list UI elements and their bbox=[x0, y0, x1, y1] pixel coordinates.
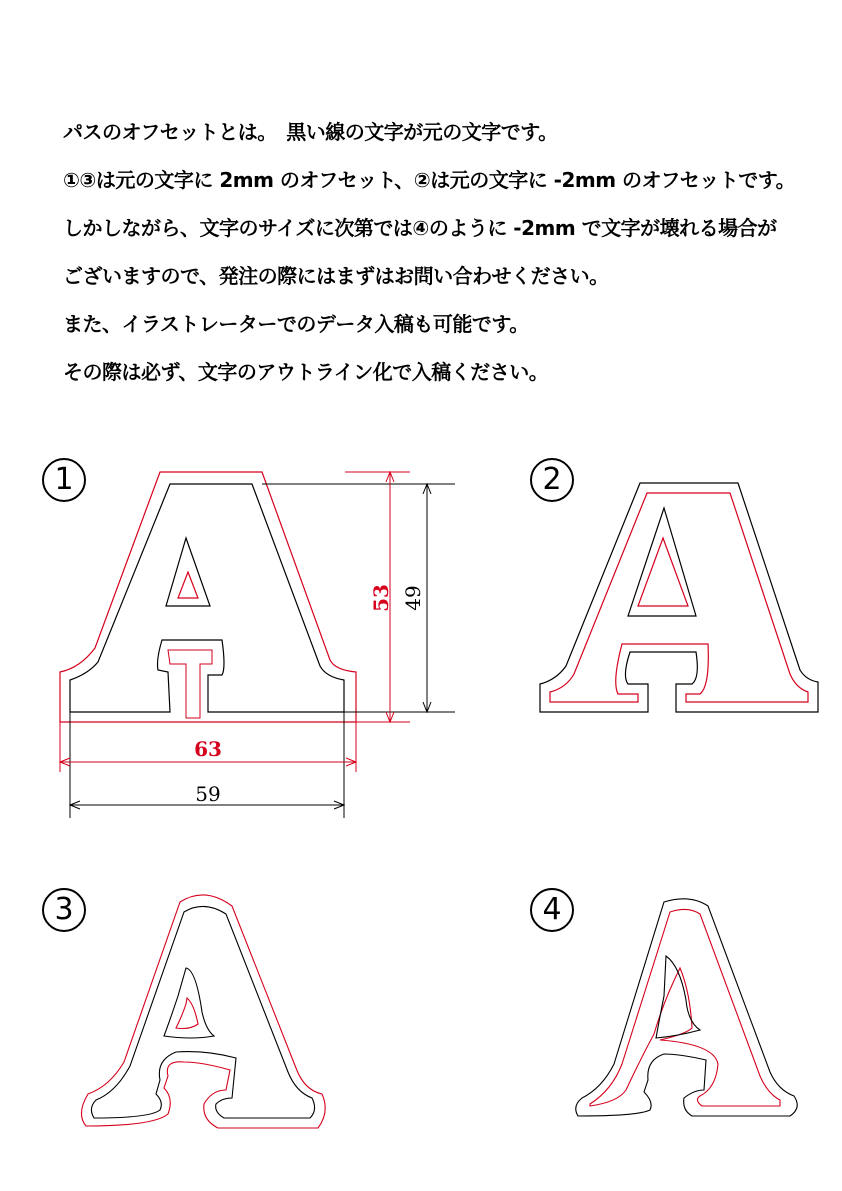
height-offset-label: 53 bbox=[369, 584, 393, 612]
figure-3-diagram bbox=[70, 880, 340, 1130]
figure-3-original-outline bbox=[91, 906, 314, 1118]
figure-1-diagram bbox=[0, 440, 480, 840]
figure-4-counter-original bbox=[656, 956, 700, 1038]
intro-line-1: パスのオフセットとは。 黒い線の文字が元の文字です。 bbox=[63, 120, 558, 144]
figure-2-number: 2 bbox=[530, 458, 574, 502]
figure-3-number: 3 bbox=[42, 888, 86, 932]
intro-line-4: ございますので、発注の際にはまずはお問い合わせください。 bbox=[63, 264, 609, 288]
figure-1-counter-offset bbox=[178, 572, 198, 598]
height-original-label: 49 bbox=[401, 585, 425, 611]
intro-line-3: しかしながら、文字のサイズに次第では④のように -2mm で文字が壊れる場合が bbox=[63, 216, 777, 240]
figure-3-offset-outline bbox=[81, 895, 325, 1128]
intro-line-5: また、イラストレーターでのデータ入稿も可能です。 bbox=[63, 312, 529, 336]
figure-1-crossbar-offset bbox=[168, 650, 212, 718]
figure-2-diagram bbox=[520, 470, 830, 730]
figure-2-offset-outline bbox=[550, 493, 808, 702]
intro-text bbox=[63, 108, 823, 396]
figure-4-diagram bbox=[560, 880, 820, 1130]
width-offset-label: 63 bbox=[194, 737, 222, 761]
figure-4-number: 4 bbox=[530, 888, 574, 932]
figure-2-original-outline bbox=[540, 483, 818, 712]
width-original-label: 59 bbox=[195, 782, 221, 806]
intro-line-6: その際は必ず、文字のアウトライン化で入稿ください。 bbox=[63, 360, 549, 384]
figure-3-counter-offset bbox=[176, 998, 198, 1029]
figure-2-counter-offset bbox=[638, 538, 688, 606]
figure-4-offset-outline bbox=[590, 909, 780, 1106]
figure-1-number: 1 bbox=[42, 458, 86, 502]
intro-line-2: ①③は元の文字に 2mm のオフセット、②は元の文字に -2mm のオフセットです。 bbox=[63, 168, 796, 192]
